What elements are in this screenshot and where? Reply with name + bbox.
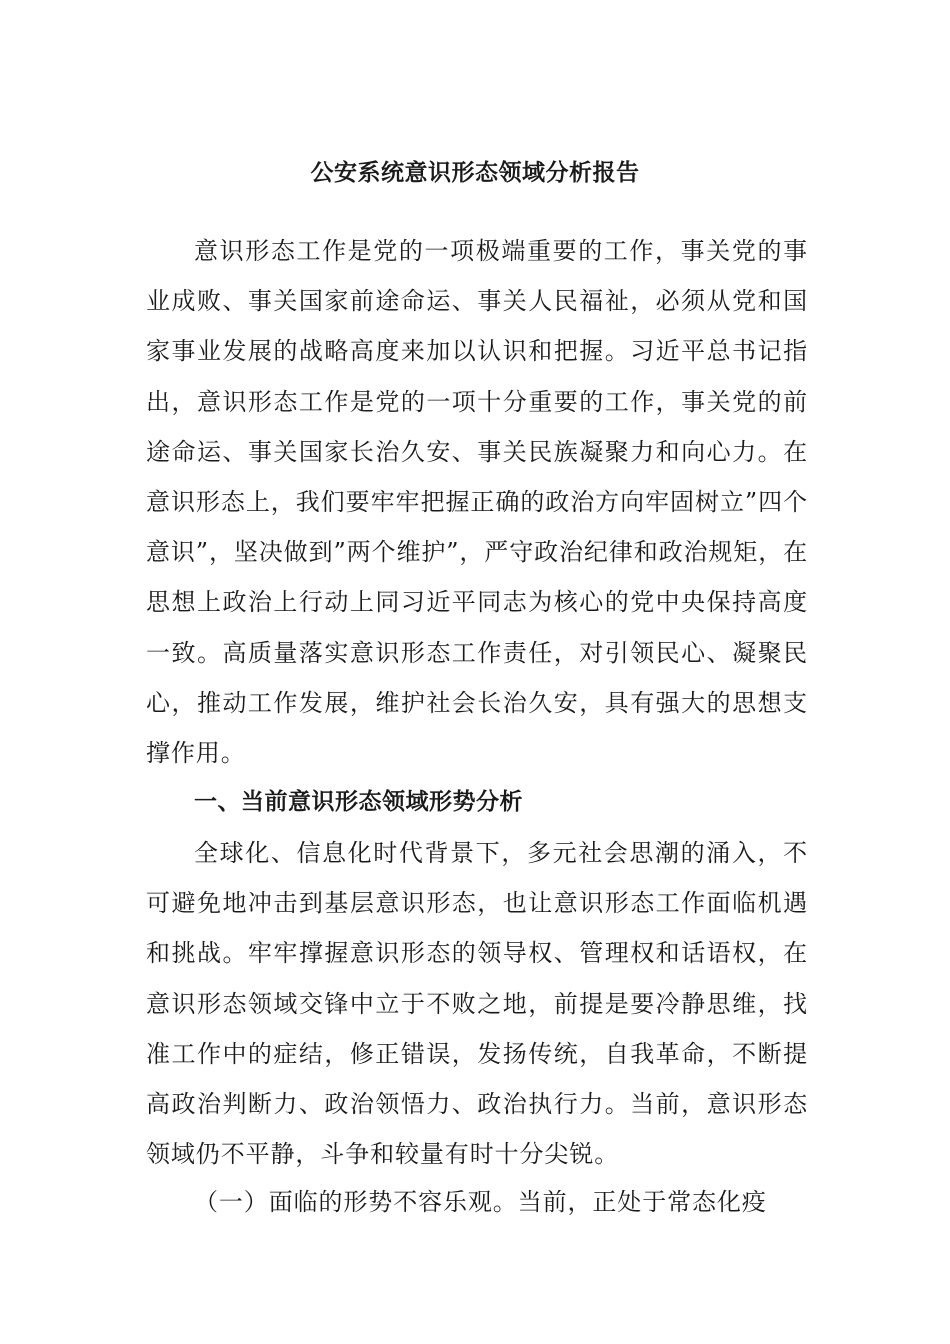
section-1-body <box>146 828 808 1179</box>
section-heading-1: 一、当前意识形态领域形势分析 <box>194 789 523 815</box>
intro-paragraph: 意识形态工作是党的一项极端重要的工作，事关党的事业成败、事关国家前途命运、事关人民福祉，必须从党和国家事业发展的战略高度来加以认识和把握。习近平总书记指出，意识形态工作是党的一项十分重要的工作，事关党的前途命运、事关国家长治久安、事关民族凝聚力和向心力。在意识形态上，我们要牢牢把握正确的政治方向牢固树立”四个意识”，坚决做到”两个维护”，严守政治纪律和政治规矩，在思想上政治上行动上同习近平同志为核心的党中央保持高度一致。高质量落实意识形态工作责任，对引领民心、凝聚民心，推动工作发展，维护社会长治久安，具有强大的思想支撑作用。 <box>146 237 809 768</box>
subsection-1-paragraph: （一）面临的形势不容乐观。当前，正处于常态化疫 <box>194 1188 767 1216</box>
intro-section <box>146 226 808 778</box>
section-1-paragraph: 全球化、信息化时代背景下，多元社会思潮的涌入，不可避免地冲击到基层意识形态，也让意识形态工作面临机遇和挑战。牢牢撑握意识形态的领导权、管理权和话语权，在意识形态领域交锋中立于不败之地，前提是要冷静思维，找准工作中的症结，修正错误，发扬传统，自我革命，不断提高政治判断力、政治领悟力、政治执行力。当前，意识形态领域仍不平静，斗争和较量有时十分尖锐。 <box>146 839 808 1169</box>
document-title: 公安系统意识形态领域分析报告 <box>310 160 640 186</box>
subsection-1-body <box>146 1177 808 1227</box>
